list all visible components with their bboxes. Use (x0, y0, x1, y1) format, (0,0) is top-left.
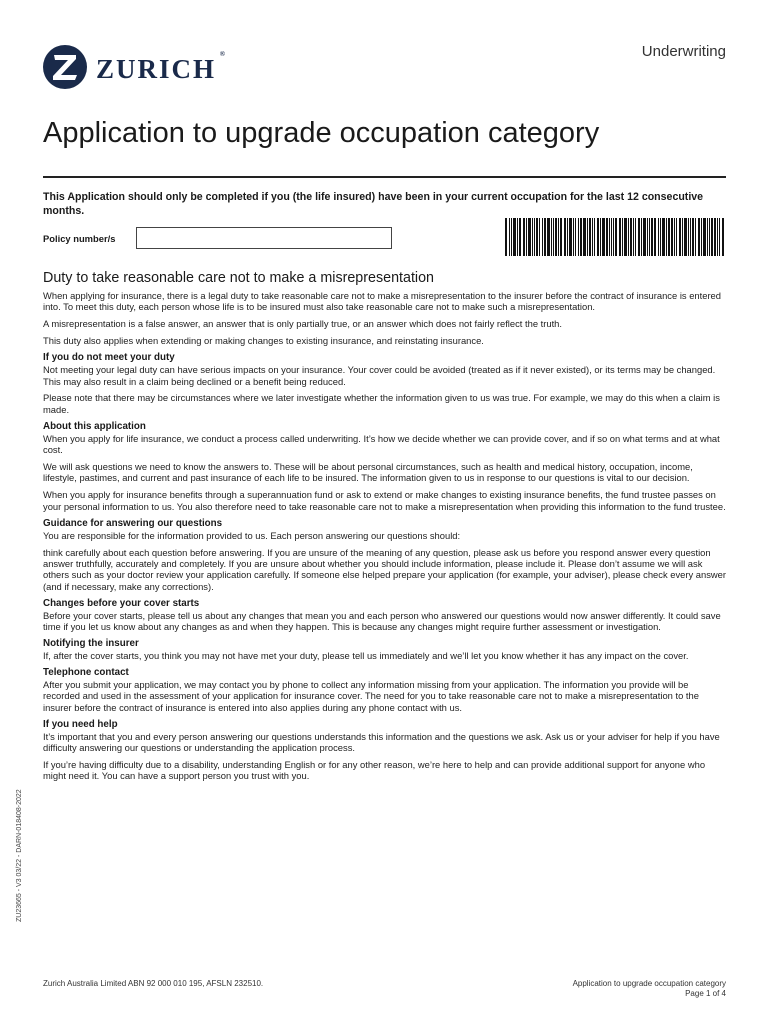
barcode-bar (643, 218, 646, 256)
barcode-bar (575, 218, 576, 256)
barcode-bar (511, 218, 512, 256)
barcode-bar (649, 218, 650, 256)
barcode-bar (662, 218, 665, 256)
footer-company: Zurich Australia Limited ABN 92 000 010 195, AFSLN 232510. (43, 979, 264, 988)
barcode-bar (532, 218, 533, 256)
brand-wordmark: ZURICH ® (96, 49, 226, 84)
duty-paragraph: This duty also applies when extending or making changes to existing insurance, and reinstating insurance. (43, 335, 484, 347)
changes-heading: Changes before your cover starts (43, 597, 200, 609)
barcode-bar (505, 218, 507, 256)
barcode-bar (679, 218, 681, 256)
barcode-bar (553, 218, 554, 256)
document-code: ZU23665 - V3 03/22 - DARN-018408-2022 (16, 789, 23, 922)
barcode-bar (526, 218, 527, 256)
intro-text: This Application should only be completed if you (the life insured) have been in your current occupation for the last 12 consecutive months. (43, 191, 704, 217)
barcode-bar (513, 218, 516, 256)
barcode-bar (635, 218, 636, 256)
barcode-bar (615, 218, 617, 256)
barcode-bar (509, 218, 510, 256)
barcode-bar (651, 218, 653, 256)
barcode-bar (519, 218, 521, 256)
barcode-bar (606, 218, 608, 256)
barcode-bar (711, 218, 713, 256)
not-meet-duty-heading: If you do not meet your duty (43, 352, 175, 364)
barcode-bar (624, 218, 627, 256)
barcode-bar (703, 218, 706, 256)
policy-number-row (43, 227, 392, 249)
barcode-bar (602, 218, 605, 256)
barcode-bar (517, 218, 518, 256)
barcode-bar (719, 218, 720, 256)
registered-mark: ® (219, 49, 226, 58)
barcode-bar (668, 218, 670, 256)
barcode-bar (580, 218, 582, 256)
guidance-paragraph: You are responsible for the information provided to us. Each person answering our questions should: (43, 529, 461, 541)
zurich-logo (43, 45, 226, 89)
barcode-bar (698, 218, 700, 256)
telephone-heading: Telephone contact (43, 666, 129, 678)
barcode-bar (666, 218, 667, 256)
barcode-bar (707, 218, 708, 256)
help-paragraph: If you’re having difficulty due to a disability, understanding English or for any other reason, we’re here to help and can provide additional support for anyone who might need it. You can have a support person you trust with you. (43, 758, 706, 782)
barcode-bar (630, 218, 632, 256)
barcode-bar (523, 218, 525, 256)
barcode-bar (671, 218, 673, 256)
barcode-bar (589, 218, 591, 256)
barcode-bar (534, 218, 535, 256)
barcode-bar (647, 218, 648, 256)
about-application-heading: About this application (43, 420, 146, 432)
barcode-bar (551, 218, 552, 256)
barcode-bar (600, 218, 601, 256)
barcode-bar (658, 218, 659, 256)
barcode-bar (592, 218, 593, 256)
barcode-bar (628, 218, 629, 256)
barcode-bar (555, 218, 557, 256)
barcode-bar (674, 218, 675, 256)
page-title: Application to upgrade occupation category (43, 117, 600, 149)
notify-paragraph: If, after the cover starts, you think you may not have met your duty, please tell us immediately and we’ll let you know whether it has any impact on the cover. (43, 650, 689, 662)
title-divider (43, 176, 726, 178)
barcode-bar (594, 218, 595, 256)
help-paragraph: It’s important that you and every person answering our questions understands this information and the questions we ask. Ask us or your adviser for help if you have difficulty answering our questions or understanding the application process. (43, 730, 720, 754)
not-meet-duty-paragraph: Not meeting your legal duty can have serious impacts on your insurance. Your cover could be avoided (treated as if it never existed), or its terms may be changed. This may also result in a claim being declined or a benefit being reduced. (43, 364, 716, 387)
changes-paragraph: Before your cover starts, please tell us about any changes that mean you and each person who answered our questions would now answer differently. It could save time if you let us know about any changes as and when they happen. This is because any changes might require further assessment or investigation. (43, 609, 721, 633)
barcode-bar (597, 218, 599, 256)
barcode-bar (609, 218, 610, 256)
barcode-icon (505, 218, 726, 256)
barcode-bar (638, 218, 640, 256)
barcode-bar (542, 218, 543, 256)
barcode-bar (690, 218, 691, 256)
barcode-bar (717, 218, 718, 256)
barcode-bar (695, 218, 696, 256)
barcode-bar (536, 218, 538, 256)
not-meet-duty-paragraph: Please note that there may be circumstances where we later investigate whether the information given to us was true. For example, we may do this when a claim is made. (43, 392, 720, 415)
barcode-bar (564, 218, 566, 256)
duty-section (43, 269, 726, 787)
barcode-bar (633, 218, 634, 256)
barcode-bar (544, 218, 546, 256)
duty-paragraph: A misrepresentation is a false answer, an answer that is only partially true, or an answer which does not fairly reflect the truth. (43, 318, 563, 330)
barcode-bar (558, 218, 559, 256)
guidance-heading: Guidance for answering our questions (43, 517, 223, 529)
barcode-bar (573, 218, 574, 256)
barcode-bar (622, 218, 623, 256)
barcode-bar (567, 218, 568, 256)
footer-info (573, 979, 726, 999)
barcode-bar (528, 218, 531, 256)
notify-heading: Notifying the insurer (43, 638, 139, 650)
footer-form-name: Application to upgrade occupation category (572, 979, 726, 988)
policy-number-input[interactable] (136, 227, 392, 249)
about-application-paragraph: When you apply for life insurance, we conduct a process called underwriting. It’s how we decide whether we can provide cover, and if so on what terms and at what cost. (43, 432, 720, 456)
section-label: Underwriting (641, 43, 726, 60)
barcode-bar (611, 218, 612, 256)
about-application-paragraph: When you apply for insurance benefits through a superannuation fund or ask to extend or make changes to existing insurance benefits, the fund trustee passes on your personal information to us. You also therefore need to take reasonable care not to make a misrepresentation when providing this information to the fund trustee. (43, 489, 726, 512)
barcode-bar (587, 218, 588, 256)
barcode-bar (560, 218, 562, 256)
barcode-bar (578, 218, 579, 256)
barcode-bar (688, 218, 689, 256)
barcode-bar (701, 218, 702, 256)
duty-heading: Duty to take reasonable care not to make a misrepresentation (43, 270, 434, 286)
duty-paragraph: When applying for insurance, there is a legal duty to take reasonable care not to make a misrepresentation to the insurer before the contract of insurance is entered into. To meet this duty, each person whose life is to be insured must also take reasonable care not to make such a misrepresentation. (43, 290, 721, 313)
barcode-bar (619, 218, 621, 256)
barcode-bar (569, 218, 572, 256)
barcode-bar (583, 218, 586, 256)
telephone-paragraph: After you submit your application, we may contact you by phone to collect any information missing from your application. The information you provide will be recorded and used in the assessment of your application for insurance cover. The need for you to take reasonable care not to make a misrepresentation to the insurer before the contract of insurance is entered into also applies during any phone contact with us. (43, 678, 699, 713)
barcode-bar (684, 218, 687, 256)
policy-number-label: Policy number/s (43, 232, 116, 244)
barcode-bar (641, 218, 642, 256)
barcode-bar (539, 218, 540, 256)
zurich-z-logo-icon (43, 45, 87, 89)
barcode-bar (547, 218, 550, 256)
barcode-bar (676, 218, 677, 256)
barcode-bar (654, 218, 656, 256)
barcode-bar (709, 218, 710, 256)
barcode-bar (682, 218, 683, 256)
barcode-bar (613, 218, 614, 256)
guidance-paragraph: think carefully about each question before answering. If you are unsure of the meaning of any question, please ask us before you respond answer every question answer truthfully, accurately and completely. If you are unsure about whether you should include information, please include it. Please don’t assume we will ask others such as your doctor review your application carefully. If someone else helped prepare your application (for example, your adviser), please check every answer (and if necessary, make any corrections). (43, 546, 726, 592)
about-application-paragraph: We will ask questions we need to know the answers to. These will be about personal circumstances, such as health and medical history, occupation, income, lifestyle, pastimes, and current and past insurance of each life to be insured. The information given to us in response to our questions is vital to our decision. (43, 461, 693, 484)
barcode-bar (692, 218, 694, 256)
barcode-bar (660, 218, 661, 256)
help-heading: If you need help (43, 718, 118, 730)
barcode-bar (714, 218, 716, 256)
barcode-bar (722, 218, 724, 256)
page-number: Page 1 of 4 (685, 989, 726, 998)
